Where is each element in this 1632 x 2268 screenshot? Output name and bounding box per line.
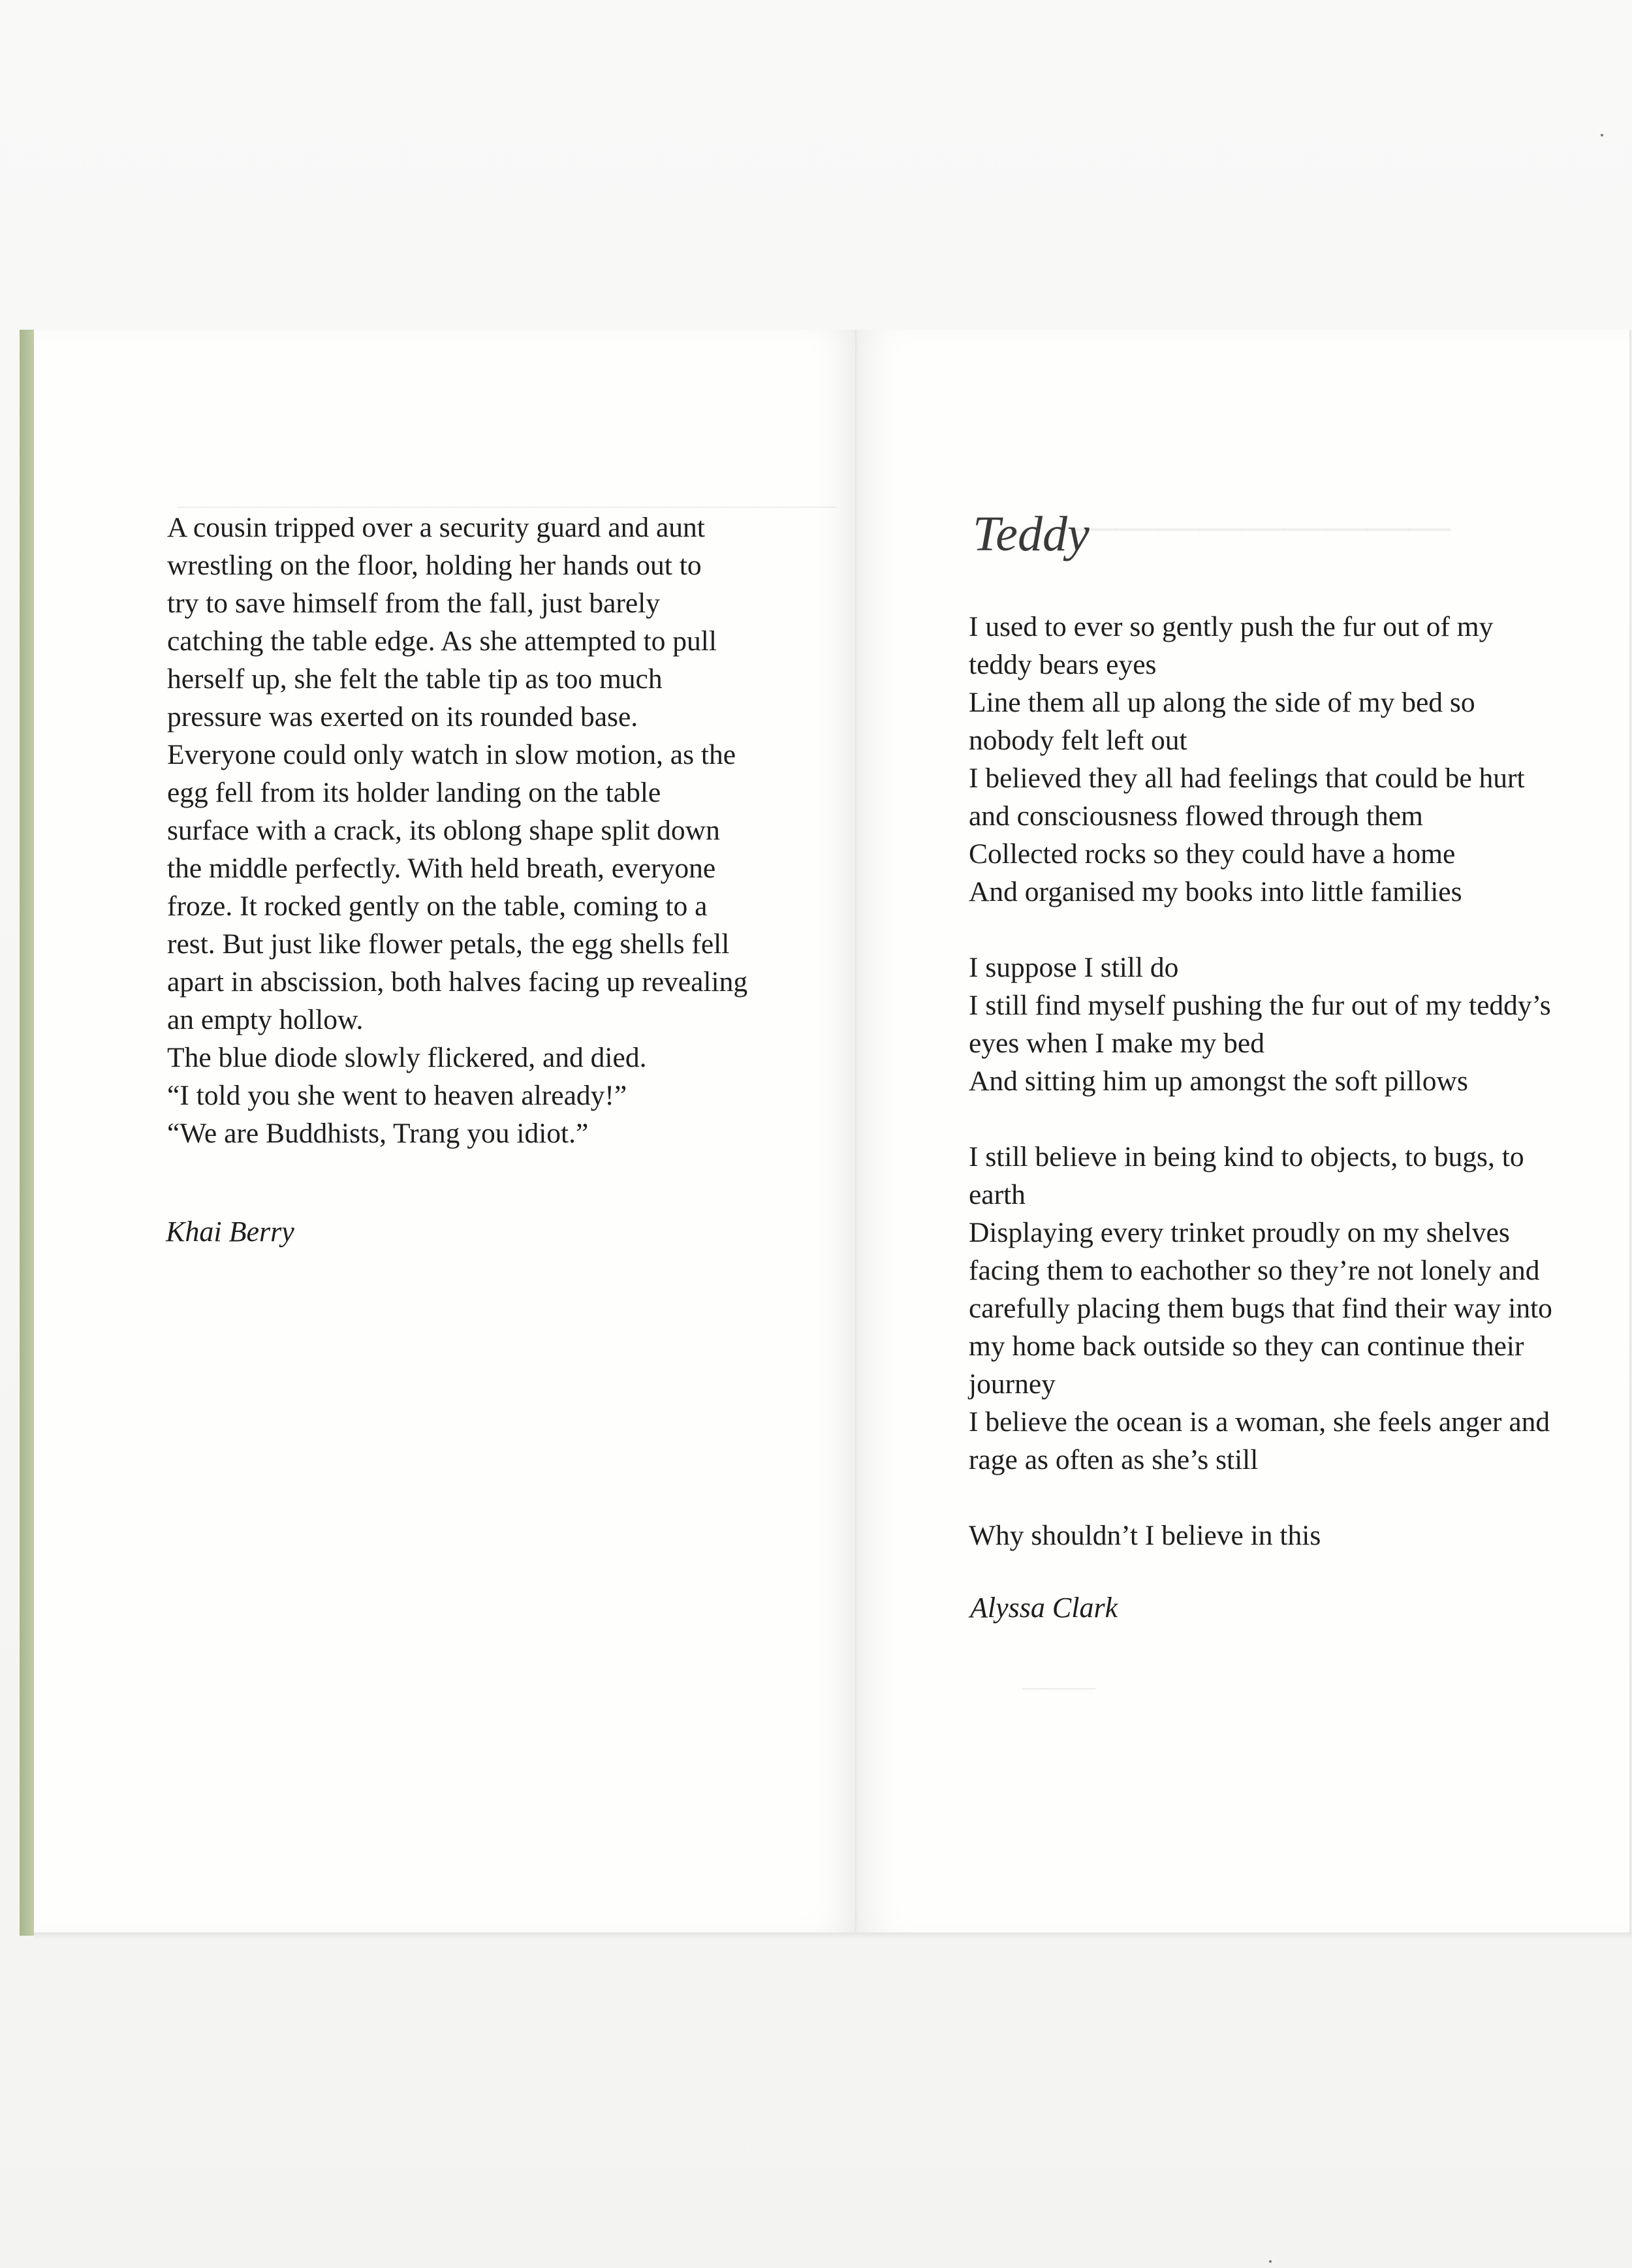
poem-stanza (969, 1517, 1595, 1554)
prose-line: “We are Buddhists, Trang you idiot.” (167, 1118, 589, 1149)
open-booklet (20, 330, 1625, 1942)
poem-title: Teddy (973, 507, 1090, 561)
poem-line: Why shouldn’t I believe in this (969, 1520, 1321, 1551)
show-through-title: ————————— (1075, 499, 1451, 551)
show-through-signature: ——— (1022, 1672, 1096, 1702)
poem-line: And organised my books into little families (969, 876, 1462, 907)
page-bottom-edge (34, 1932, 1632, 1939)
scan-speck (1269, 2260, 1272, 2263)
poem-line: I used to ever so gently push the fur out of my (969, 611, 1494, 642)
prose-line: apart in abscission, both halves facing up revealing (167, 966, 748, 998)
poem-line: I believed they all had feelings that could be hurt (969, 763, 1525, 794)
poem-line: nobody felt left out (969, 725, 1187, 756)
left-page (34, 330, 858, 1932)
poem-line: rage as often as she’s still (969, 1444, 1259, 1475)
poem-line: teddy bears eyes (969, 649, 1157, 680)
poem-body (969, 608, 1595, 1592)
prose-line: The blue diode slowly flickered, and died. (167, 1042, 647, 1073)
prose-line: herself up, she felt the table tip as too much (167, 663, 663, 695)
poem-line: carefully placing them bugs that find their way into (969, 1293, 1552, 1324)
cover-edge (20, 330, 34, 1936)
poem-line: my home back outside so they can continue their (969, 1331, 1524, 1362)
poem-stanza (969, 1138, 1595, 1479)
poem-line: facing them to eachother so they’re not lonely and (969, 1255, 1540, 1286)
poem-line: Line them all up along the side of my bed so (969, 687, 1475, 718)
show-through-text: ———————————————————————— (178, 490, 836, 520)
right-page (859, 330, 1631, 1932)
right-author-name: Alyssa Clark (970, 1592, 1118, 1624)
prose-line: catching the table edge. As she attempted to pull (167, 625, 717, 657)
prose-line: “I told you she went to heaven already!” (167, 1080, 627, 1111)
prose-line: Everyone could only watch in slow motion, as the (167, 739, 736, 770)
poem-line: And sitting him up amongst the soft pillows (969, 1065, 1468, 1097)
scan-speck (1601, 134, 1603, 136)
prose-line: rest. But just like flower petals, the egg shells fell (167, 928, 730, 960)
poem-line: I suppose I still do (969, 952, 1179, 983)
prose-line: an empty hollow. (167, 1004, 364, 1035)
left-author-name: Khai Berry (166, 1216, 294, 1248)
prose-line: surface with a crack, its oblong shape split down (167, 815, 720, 846)
poem-line: I believe the ocean is a woman, she feels anger and (969, 1406, 1550, 1438)
poem-stanza (969, 949, 1595, 1100)
prose-line: try to save himself from the fall, just barely (167, 588, 661, 619)
poem-line: Displaying every trinket proudly on my shelves (969, 1217, 1510, 1248)
prose-line: the middle perfectly. With held breath, everyone (167, 853, 716, 884)
prose-line: wrestling on the floor, holding her hands out to (167, 550, 702, 581)
poem-line: Collected rocks so they could have a home (969, 838, 1456, 870)
poem-line: and consciousness flowed through them (969, 800, 1423, 832)
prose-line: pressure was exerted on its rounded base. (167, 701, 638, 732)
prose-line: A cousin tripped over a security guard and aunt (167, 512, 705, 543)
left-page-prose (167, 509, 807, 1152)
prose-line: froze. It rocked gently on the table, coming to a (167, 890, 708, 922)
poem-line: eyes when I make my bed (969, 1028, 1264, 1059)
poem-line: earth (969, 1179, 1026, 1210)
prose-line: egg fell from its holder landing on the table (167, 777, 661, 808)
poem-line: journey (969, 1368, 1056, 1400)
poem-line: I still find myself pushing the fur out of my teddy’s (969, 990, 1551, 1021)
poem-stanza (969, 608, 1595, 911)
poem-line: I still believe in being kind to objects, to bugs, to (969, 1141, 1524, 1173)
